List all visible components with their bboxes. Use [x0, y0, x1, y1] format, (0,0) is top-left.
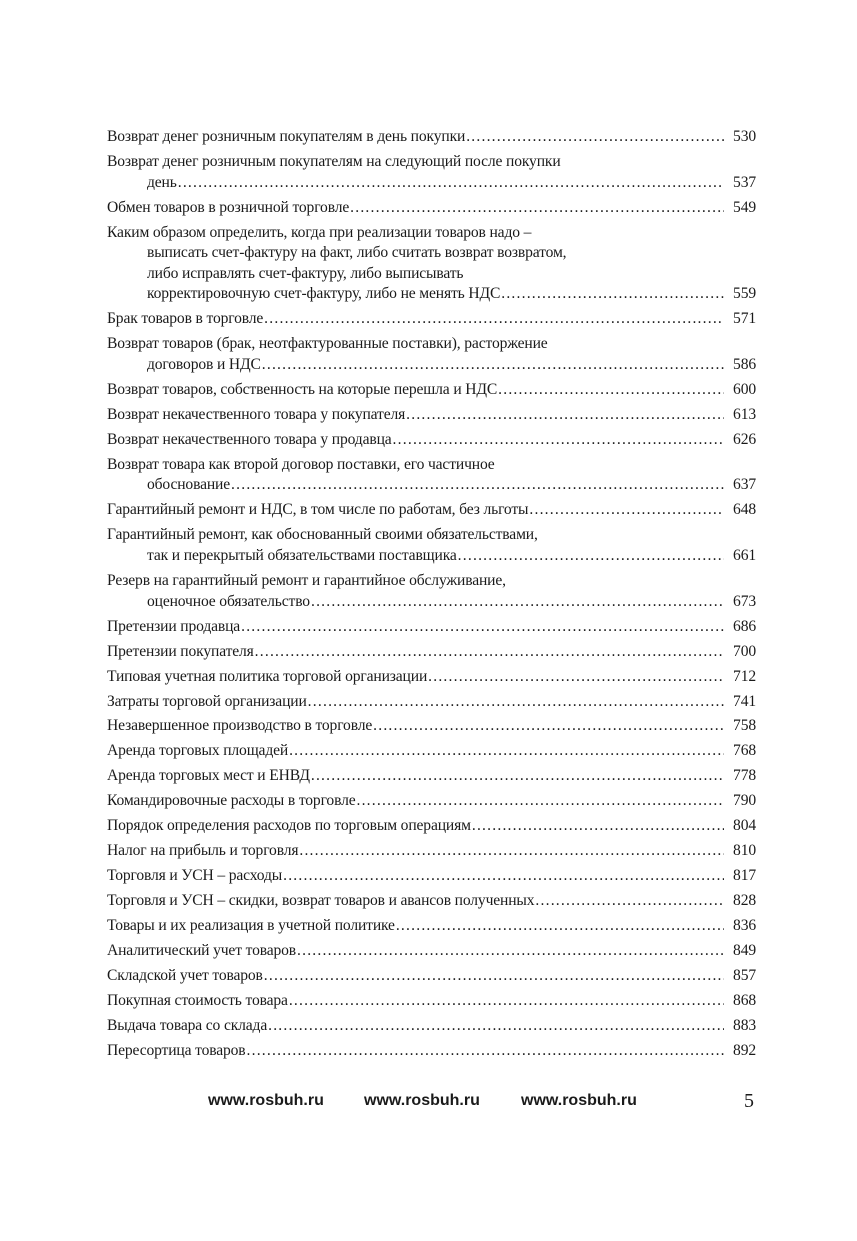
toc-entry [107, 127, 756, 148]
dot-leader [472, 816, 724, 837]
toc-entry-title: так и перекрытый обязательствами поставщика [147, 546, 457, 564]
toc-page-number: 778 [733, 767, 756, 785]
dot-leader [535, 891, 724, 912]
toc-entry-title: корректировочную счет-фактуру, либо не менять НДС [147, 285, 501, 303]
toc-entry-title: Торговля и УСН – скидки, возврат товаров и авансов полученных [107, 892, 535, 910]
toc-page-number: 559 [733, 285, 756, 303]
toc-entry-line [107, 891, 756, 912]
toc-entry-title: обоснование [147, 476, 231, 494]
dot-leader [308, 692, 724, 713]
page-number: 5 [744, 1090, 754, 1112]
toc-entry-line [107, 941, 756, 962]
dot-leader [297, 941, 724, 962]
toc-entry [107, 430, 756, 451]
toc-entry-line [107, 766, 756, 787]
toc-page-number: 637 [733, 476, 756, 494]
toc-page-number: 836 [733, 917, 756, 935]
toc-entry [107, 334, 756, 375]
toc-entry-line [107, 592, 756, 613]
toc-entry-title: Претензии покупателя [107, 642, 254, 660]
toc-entry-title: Брак товаров в торговле [107, 310, 264, 328]
toc-entry-line [107, 692, 756, 713]
toc-page-number: 883 [733, 1017, 756, 1035]
toc-entry-line [107, 716, 756, 737]
toc-entry-line [107, 966, 756, 987]
toc-entry-line [107, 866, 756, 887]
toc-entry-line [107, 152, 756, 173]
toc-page-number: 537 [733, 173, 756, 191]
toc-entry-title: Типовая учетная политика торговой организации [107, 667, 428, 685]
dot-leader [264, 309, 724, 330]
page-footer [0, 1092, 857, 1116]
dot-leader [178, 173, 724, 194]
toc-entry-title: Возврат денег розничным покупателям в день покупки [107, 128, 466, 145]
toc-entry-title: выписать счет-фактуру на факт, либо считать возврат возвратом, [147, 244, 567, 262]
toc-entry-line [107, 455, 756, 476]
toc-entry-line [107, 546, 756, 567]
toc-entry [107, 571, 756, 612]
toc-entry-line [107, 500, 756, 521]
dot-leader [231, 475, 724, 496]
toc-entry-line [107, 223, 756, 244]
dot-leader [406, 405, 724, 426]
dot-leader [255, 642, 724, 663]
toc-page-number: 804 [733, 817, 756, 835]
toc-entry-line [107, 1016, 756, 1037]
toc-entry-title: Претензии продавца [107, 617, 241, 635]
toc-entry-line [107, 173, 756, 194]
dot-leader [501, 284, 724, 305]
toc-page-number: 686 [733, 617, 756, 635]
toc-page-number: 549 [733, 198, 756, 216]
toc-page-number: 648 [733, 501, 756, 519]
toc-entry-title: Затраты торговой организации [107, 692, 307, 710]
dot-leader [356, 791, 724, 812]
toc-entry-line [107, 571, 756, 592]
toc-entry-title: Возврат товаров, собственность на которые перешла и НДС [107, 380, 498, 398]
dot-leader [393, 430, 724, 451]
dot-leader [396, 916, 724, 937]
toc-entry-line [107, 1041, 756, 1062]
toc-entry-line [107, 380, 756, 401]
toc-entry-line [107, 127, 756, 148]
toc-entry-title: Выдача товара со склада [107, 1017, 268, 1035]
toc-entry [107, 455, 756, 496]
toc-entry-title: Возврат некачественного товара у покупателя [107, 405, 406, 423]
toc-entry-line [107, 916, 756, 937]
dot-leader [264, 966, 724, 987]
dot-leader [529, 500, 724, 521]
dot-leader [311, 766, 724, 787]
toc-page-number: 700 [733, 642, 756, 660]
toc-entry-title: Незавершенное производство в торговле [107, 717, 373, 735]
toc-page-number: 768 [733, 742, 756, 760]
toc-entry [107, 941, 756, 962]
toc-entry [107, 692, 756, 713]
toc-page-number: 892 [733, 1042, 756, 1060]
footer-url-link[interactable]: www.rosbuh.ru [208, 1092, 324, 1109]
toc-entry-title: Товары и их реализация в учетной политике [107, 917, 395, 935]
toc-entry [107, 991, 756, 1012]
toc-entry-title: Каким образом определить, когда при реализации товаров надо – [107, 223, 532, 241]
toc-entry [107, 716, 756, 737]
dot-leader [311, 592, 724, 613]
toc-entry-title: Аренда торговых площадей [107, 742, 289, 760]
toc-entry [107, 525, 756, 566]
dot-leader [247, 1041, 724, 1062]
toc-entry-title: Командировочные расходы в торговле [107, 792, 356, 810]
toc-entry [107, 380, 756, 401]
toc-page-number: 613 [733, 405, 756, 423]
toc-page-number: 790 [733, 792, 756, 810]
toc-entry [107, 841, 756, 862]
toc-page-number: 868 [733, 992, 756, 1010]
toc-entry-line [107, 355, 756, 376]
toc-entry-title: Гарантийный ремонт, как обоснованный своими обязательствами, [107, 526, 538, 544]
toc-entry [107, 791, 756, 812]
toc-entry [107, 223, 756, 305]
toc-page-number: 661 [733, 546, 756, 564]
toc-entry-line [107, 243, 756, 264]
toc-page-number: 849 [733, 942, 756, 960]
toc-page-number: 586 [733, 355, 756, 373]
toc-entry-line [107, 475, 756, 496]
dot-leader [350, 198, 724, 219]
table-of-contents [107, 127, 756, 1062]
toc-entry-title: Покупная стоимость товара [107, 992, 288, 1010]
toc-entry [107, 1016, 756, 1037]
toc-entry [107, 667, 756, 688]
toc-entry [107, 500, 756, 521]
toc-entry [107, 916, 756, 937]
toc-entry [107, 198, 756, 219]
toc-entry [107, 617, 756, 638]
toc-entry-title: Возврат некачественного товара у продавца [107, 430, 392, 448]
toc-entry-line [107, 334, 756, 355]
toc-entry [107, 152, 756, 193]
toc-entry-line [107, 617, 756, 638]
toc-entry [107, 816, 756, 837]
toc-entry [107, 309, 756, 330]
toc-page-number: 626 [733, 430, 756, 448]
toc-entry [107, 642, 756, 663]
toc-page-number: 828 [733, 892, 756, 910]
dot-leader [466, 127, 724, 148]
toc-entry-title: либо исправлять счет-фактуру, либо выписывать [147, 264, 464, 282]
toc-entry [107, 766, 756, 787]
toc-entry [107, 866, 756, 887]
toc-entry [107, 891, 756, 912]
toc-entry-line [107, 264, 756, 285]
toc-entry-title: Торговля и УСН – расходы [107, 867, 283, 885]
toc-page-number: 810 [733, 842, 756, 860]
toc-entry [107, 966, 756, 987]
dot-leader [498, 380, 724, 401]
toc-page-number: 857 [733, 967, 756, 985]
dot-leader [428, 667, 724, 688]
toc-entry-title: Порядок определения расходов по торговым операциям [107, 817, 471, 835]
dot-leader [458, 546, 724, 567]
toc-entry-line [107, 791, 756, 812]
toc-entry-title: день [147, 173, 177, 191]
toc-entry-title: договоров и НДС [147, 355, 261, 373]
dot-leader [268, 1016, 724, 1037]
toc-entry-title: Аренда торговых мест и ЕНВД [107, 767, 310, 785]
toc-entry-title: оценочное обязательство [147, 592, 310, 610]
toc-entry [107, 741, 756, 762]
toc-entry-title: Возврат товаров (брак, неотфактурованные поставки), расторжение [107, 335, 548, 353]
dot-leader [289, 991, 724, 1012]
toc-page-number: 758 [733, 717, 756, 735]
dot-leader [262, 355, 724, 376]
toc-entry-title: Резерв на гарантийный ремонт и гарантийное обслуживание, [107, 571, 506, 589]
toc-entry-line [107, 525, 756, 546]
toc-entry-line [107, 430, 756, 451]
footer-url-link[interactable]: www.rosbuh.ru [364, 1092, 480, 1109]
toc-page-number: 600 [733, 380, 756, 398]
toc-entry-line [107, 741, 756, 762]
dot-leader [283, 866, 724, 887]
toc-entry-title: Аналитический учет товаров [107, 942, 297, 960]
toc-page-number: 571 [733, 310, 756, 328]
toc-entry-line [107, 309, 756, 330]
toc-entry-line [107, 667, 756, 688]
toc-entry-line [107, 284, 756, 305]
toc-entry-line [107, 816, 756, 837]
dot-leader [373, 716, 724, 737]
toc-entry-title: Складской учет товаров [107, 967, 263, 985]
footer-url-link[interactable]: www.rosbuh.ru [521, 1092, 637, 1109]
toc-entry [107, 405, 756, 426]
toc-page-number: 741 [733, 692, 756, 710]
toc-entry-title: Гарантийный ремонт и НДС, в том числе по работам, без льготы [107, 501, 529, 519]
toc-entry-line [107, 841, 756, 862]
toc-entry-line [107, 198, 756, 219]
toc-page-number: 673 [733, 592, 756, 610]
toc-entry-line [107, 642, 756, 663]
toc-entry-line [107, 991, 756, 1012]
toc-entry-title: Возврат товара как второй договор поставки, его частичное [107, 455, 495, 473]
dot-leader [289, 741, 724, 762]
dot-leader [241, 617, 724, 638]
toc-entry-line [107, 405, 756, 426]
toc-page-number: 712 [733, 667, 756, 685]
toc-page-number: 530 [733, 128, 756, 145]
toc-entry [107, 1041, 756, 1062]
toc-entry-title: Обмен товаров в розничной торговле [107, 198, 350, 216]
toc-entry-title: Возврат денег розничным покупателям на следующий после покупки [107, 152, 561, 170]
toc-entry-title: Пересортица товаров [107, 1042, 246, 1060]
toc-page-number: 817 [733, 867, 756, 885]
dot-leader [299, 841, 724, 862]
toc-entry-title: Налог на прибыль и торговля [107, 842, 299, 860]
